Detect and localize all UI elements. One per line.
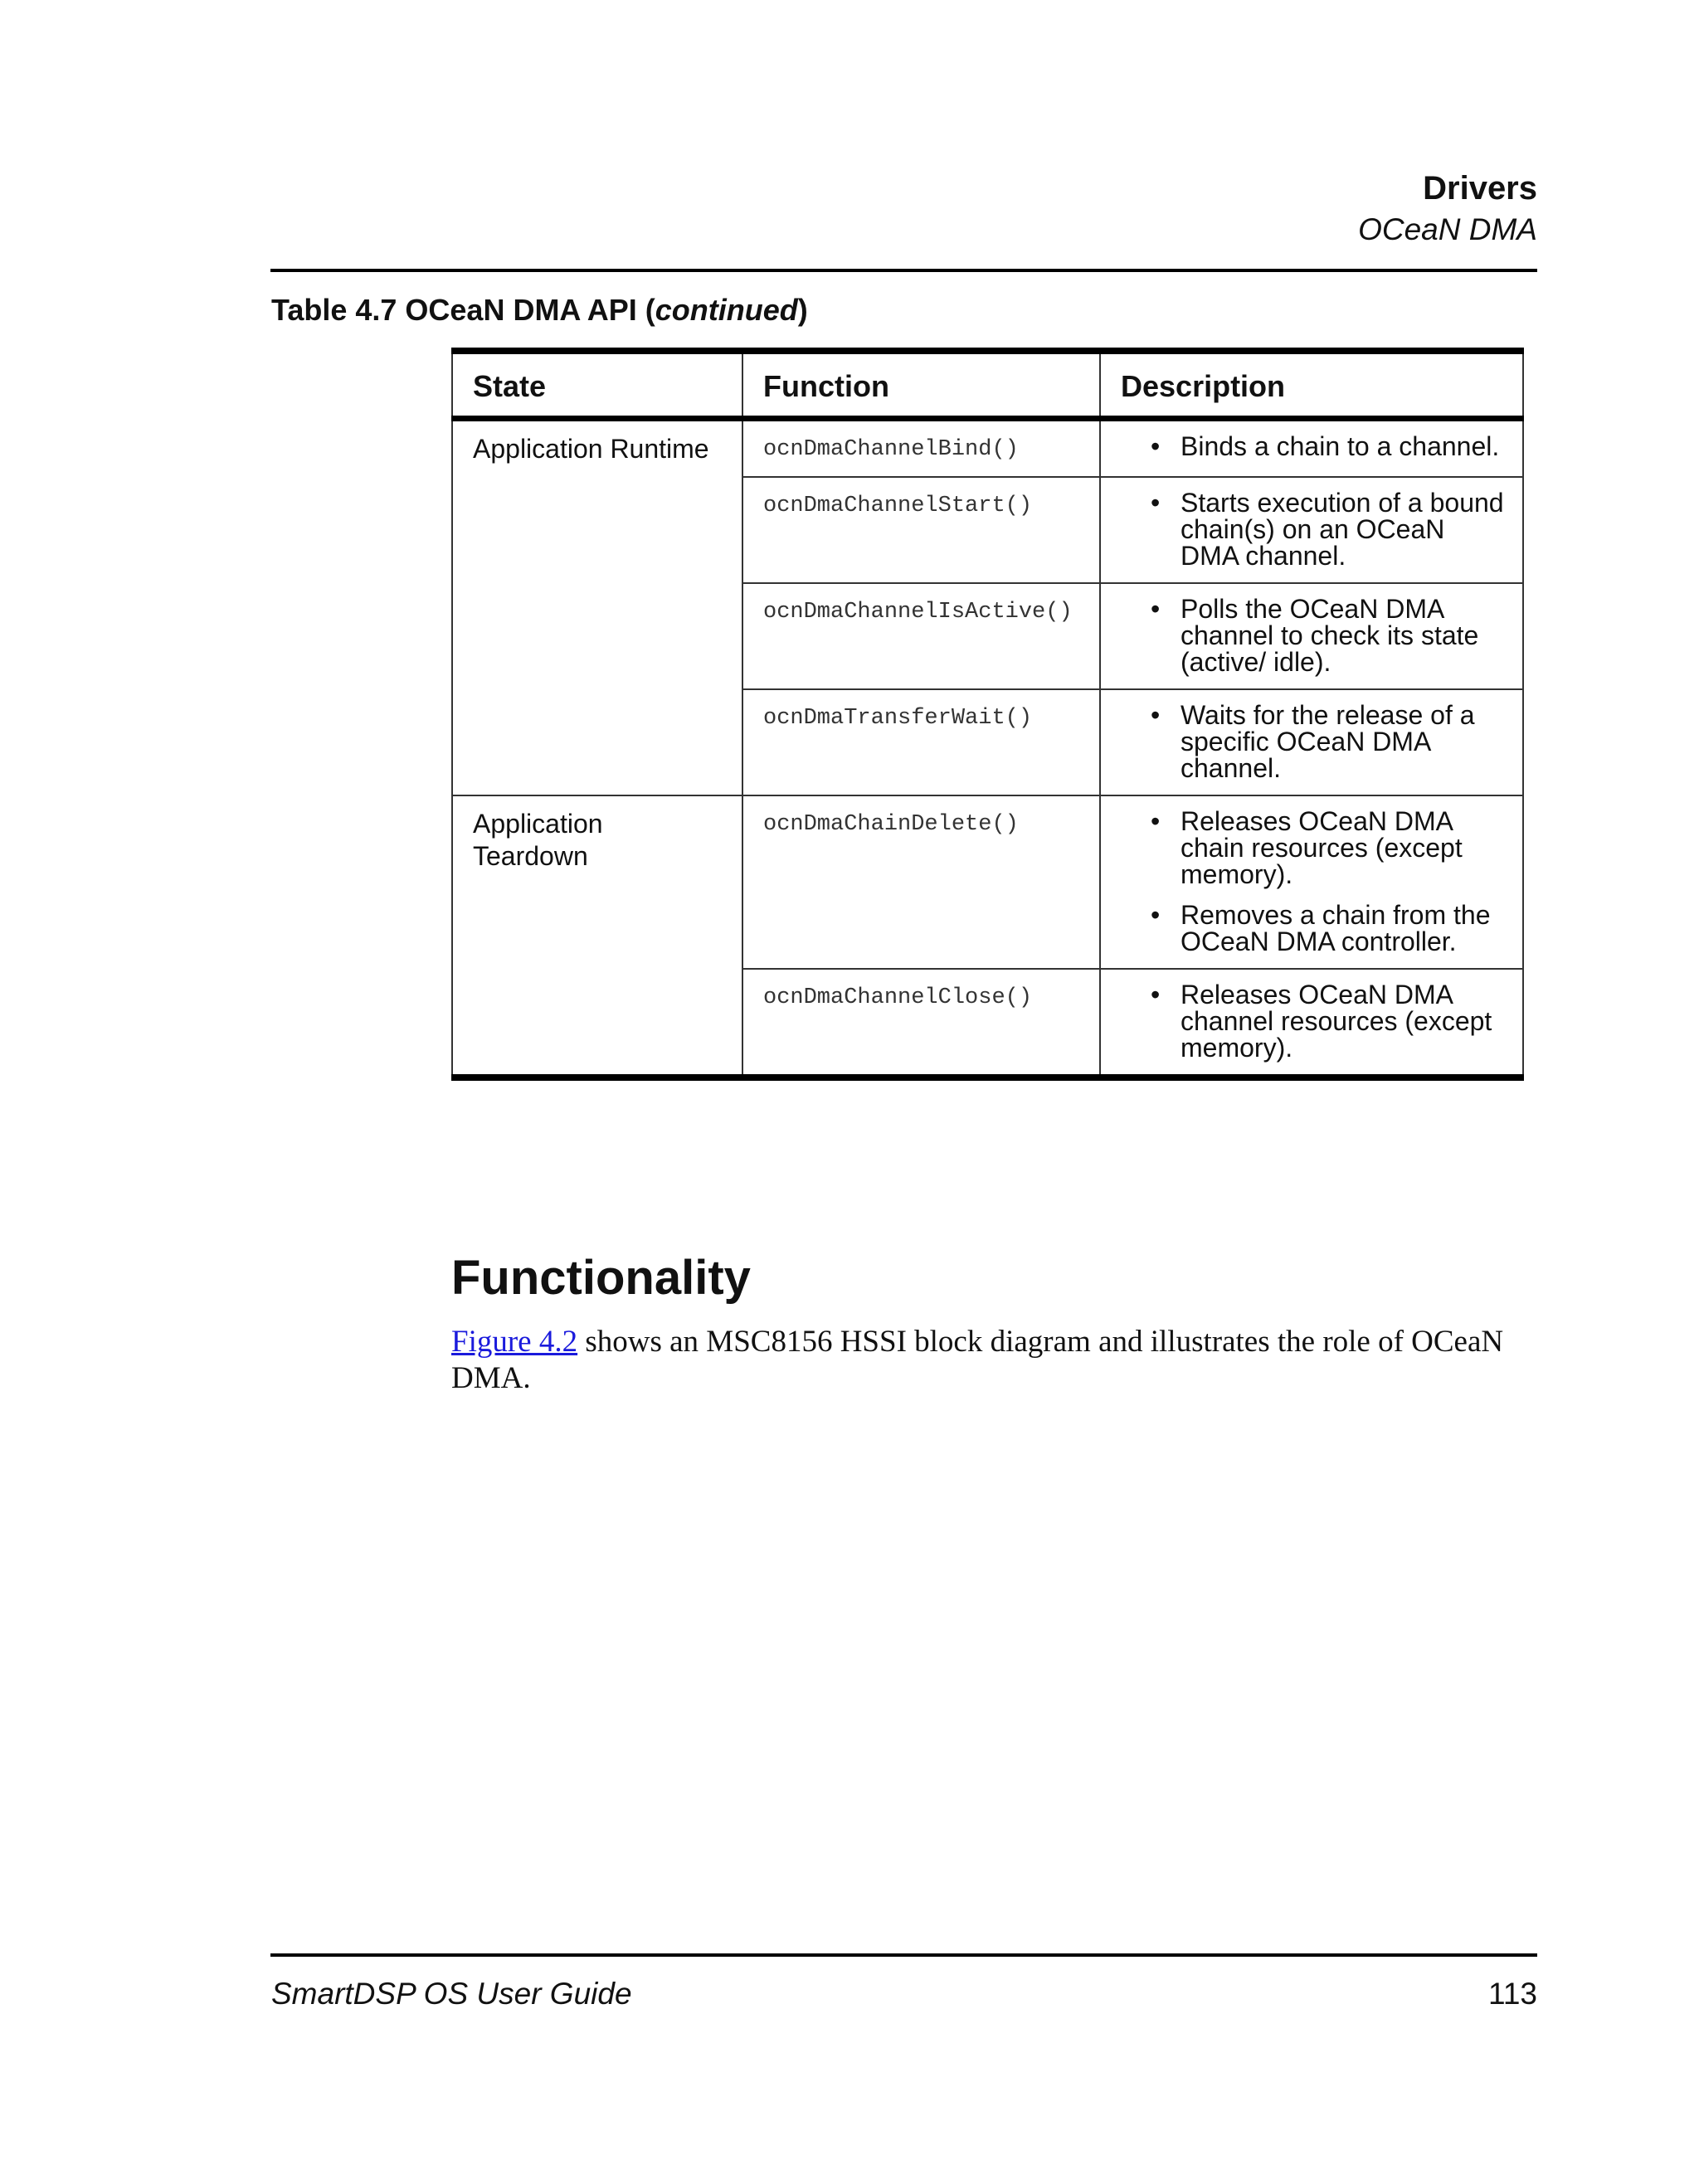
description-bullet: • Starts execution of a bound chain(s) on an OCeaN DMA channel. bbox=[1121, 489, 1504, 569]
table-caption-continued: continued bbox=[655, 293, 798, 327]
table-header-row bbox=[452, 351, 1523, 419]
header-rule bbox=[270, 269, 1537, 272]
api-table bbox=[451, 348, 1524, 1081]
body-paragraph-text: shows an MSC8156 HSSI block diagram and illustrates the role of OCeaN DMA. bbox=[451, 1325, 1504, 1395]
description-cell bbox=[1100, 419, 1523, 478]
description-bullet: • Polls the OCeaN DMA channel to check its state (active/ idle). bbox=[1121, 596, 1504, 675]
page-number: 113 bbox=[1488, 1977, 1537, 2011]
description-cell bbox=[1100, 969, 1523, 1077]
column-header-description: Description bbox=[1100, 351, 1523, 419]
description-cell bbox=[1100, 477, 1523, 583]
state-cell: Application Runtime bbox=[452, 419, 742, 796]
function-cell: ocnDmaChannelBind() bbox=[742, 419, 1100, 478]
figure-link[interactable]: Figure 4.2 bbox=[451, 1325, 578, 1359]
description-bullet: • Releases OCeaN DMA channel resources (except memory). bbox=[1121, 981, 1504, 1061]
description-bullet: • Waits for the release of a specific OCeaN DMA channel. bbox=[1121, 702, 1504, 781]
function-cell: ocnDmaTransferWait() bbox=[742, 689, 1100, 795]
function-cell: ocnDmaChainDelete() bbox=[742, 795, 1100, 969]
description-cell bbox=[1100, 795, 1523, 969]
section-heading: Functionality bbox=[451, 1251, 751, 1305]
column-header-function: Function bbox=[742, 351, 1100, 419]
description-cell bbox=[1100, 689, 1523, 795]
description-bullet: • Binds a chain to a channel. bbox=[1121, 433, 1504, 460]
column-header-state: State bbox=[452, 351, 742, 419]
function-cell: ocnDmaChannelClose() bbox=[742, 969, 1100, 1077]
description-bullet: • Removes a chain from the OCeaN DMA controller. bbox=[1121, 902, 1504, 955]
function-cell: ocnDmaChannelIsActive() bbox=[742, 583, 1100, 689]
description-bullet: • Releases OCeaN DMA chain resources (except memory). bbox=[1121, 808, 1504, 888]
table-caption-suffix: ) bbox=[797, 293, 808, 327]
table-row bbox=[452, 795, 1523, 969]
table-caption bbox=[271, 293, 808, 328]
state-cell: Application Teardown bbox=[452, 795, 742, 1077]
description-cell bbox=[1100, 583, 1523, 689]
body-paragraph bbox=[451, 1324, 1530, 1397]
running-header-section: OCeaN DMA bbox=[1358, 212, 1537, 246]
footer-rule bbox=[270, 1953, 1537, 1957]
table-row bbox=[452, 419, 1523, 478]
footer-title: SmartDSP OS User Guide bbox=[271, 1977, 632, 2011]
table-caption-prefix: Table 4.7 OCeaN DMA API ( bbox=[271, 293, 655, 327]
running-header-chapter: Drivers bbox=[1423, 170, 1537, 207]
function-cell: ocnDmaChannelStart() bbox=[742, 477, 1100, 583]
